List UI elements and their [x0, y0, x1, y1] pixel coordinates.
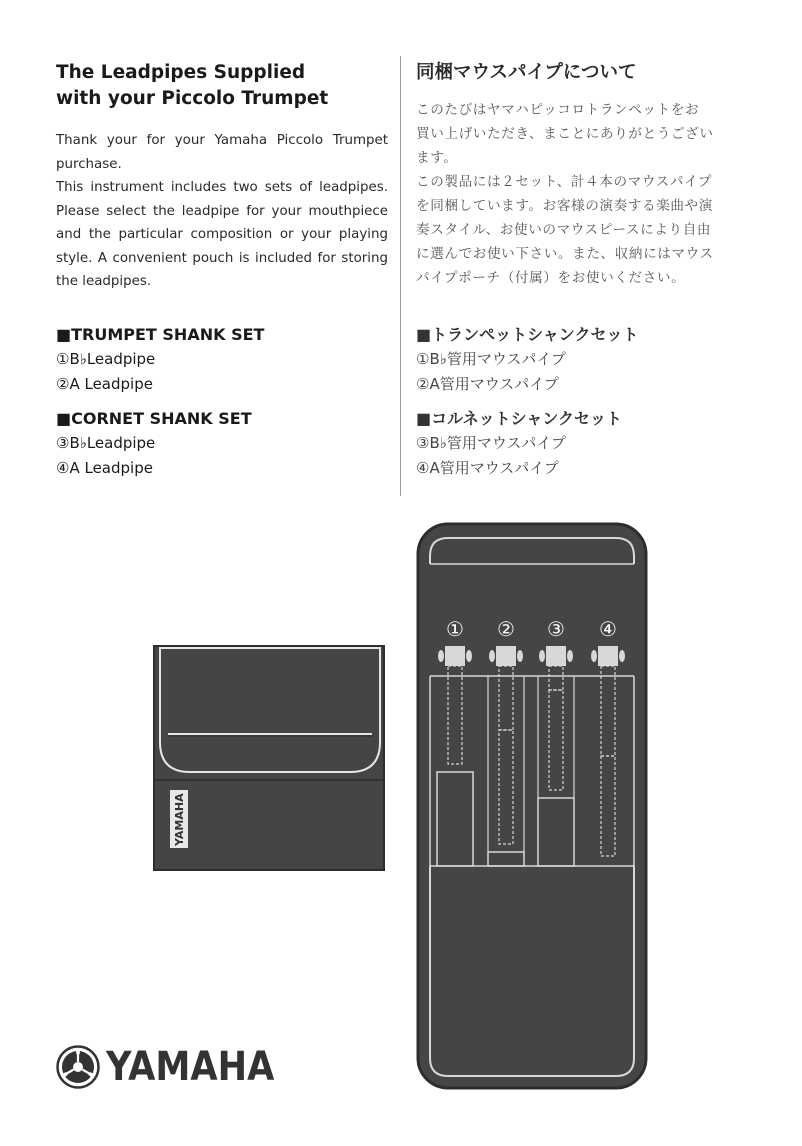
english-intro-line: Thank your for your Yamaha Piccolo Trumpet	[56, 133, 388, 148]
cornet-set-heading-jp: ■コルネットシャンクセット	[416, 409, 622, 428]
slot-number-2: ②	[497, 617, 515, 641]
trumpet-set-heading: ■TRUMPET SHANK SET	[56, 325, 265, 344]
japanese-intro-line: 奏スタイル、お使いのマウスピースにより自由	[416, 222, 712, 238]
leadpipe-item: ④A Leadpipe	[56, 459, 153, 477]
slot-number-4: ④	[599, 617, 617, 641]
japanese-title: 同梱マウスパイプについて	[416, 62, 637, 83]
english-intro-line: the leadpipes.	[56, 274, 152, 289]
english-intro-line: purchase.	[56, 156, 122, 172]
english-intro-line: style. A convenient pouch is included for storing	[56, 250, 388, 266]
japanese-intro-line: このたびはヤマハピッコロトランペットをお	[416, 102, 700, 118]
slot-number-3: ③	[547, 617, 565, 641]
english-title-line-1: The Leadpipes Supplied	[56, 62, 306, 83]
closed-pouch-illustration	[154, 646, 384, 870]
japanese-intro-line: に選んでお使い下さい。また、収納にはマウス	[416, 246, 714, 262]
english-intro-line: Please select the leadpipe for your mouthpiece	[56, 203, 388, 219]
japanese-intro-line: この製品には２セット、計４本のマウスパイプ	[416, 174, 713, 190]
leadpipe-item: ②A Leadpipe	[56, 375, 153, 393]
open-pouch-illustration	[418, 524, 646, 1088]
slot-number-1: ①	[446, 617, 464, 641]
japanese-intro-line: パイプポーチ（付属）をお使いください。	[416, 270, 686, 286]
leadpipe-item-jp: ①B♭管用マウスパイプ	[416, 350, 566, 368]
yamaha-logo	[56, 1044, 297, 1090]
cornet-set-heading: ■CORNET SHANK SET	[56, 409, 252, 428]
english-intro-line: and the particular composition or your playing	[56, 227, 388, 242]
leadpipe-item: ①B♭Leadpipe	[56, 350, 156, 368]
pouch-brand-label: YAMAHA	[173, 793, 186, 846]
tuning-fork-emblem-icon	[56, 1045, 100, 1089]
japanese-intro-line: を同梱しています。お客様の演奏する楽曲や演	[416, 198, 713, 214]
leadpipe-item-jp: ③B♭管用マウスパイプ	[416, 434, 566, 452]
japanese-intro-line: 買い上げいただき、まことにありがとうござい	[416, 126, 714, 142]
yamaha-logo-text: YAMAHA	[106, 1044, 275, 1090]
leadpipe-item-jp: ④A管用マウスパイプ	[416, 459, 559, 477]
trumpet-set-heading-jp: ■トランペットシャンクセット	[416, 325, 639, 344]
leadpipe-item: ③B♭Leadpipe	[56, 434, 156, 452]
english-title-line-2: with your Piccolo Trumpet	[56, 88, 329, 109]
leadpipe-item-jp: ②A管用マウスパイプ	[416, 375, 559, 393]
japanese-intro-line: ます。	[416, 150, 458, 166]
english-intro-line: This instrument includes two sets of leadpipes.	[56, 180, 388, 195]
